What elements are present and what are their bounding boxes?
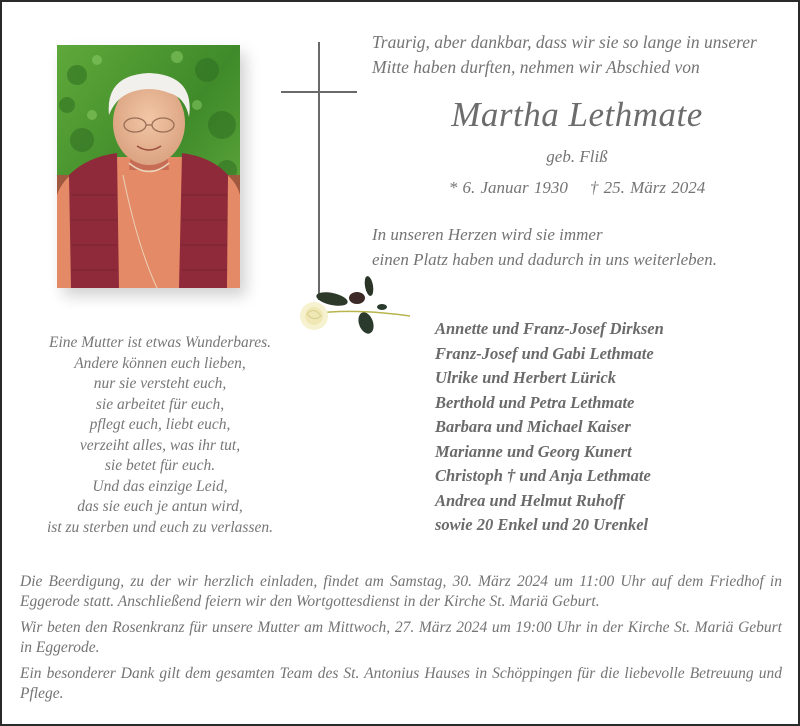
mourner: Franz-Josef und Gabi Lethmate xyxy=(435,343,654,363)
deceased-name: Martha Lethmate xyxy=(451,95,703,134)
rosary-notice: Wir beten den Rosenkranz für unsere Mutter am Mittwoch, 27. März 2024 um 19:00 Uhr in der Kirche St. Mariä Geburt in Eggerode. xyxy=(20,619,782,656)
poem-line: das sie euch je antun wird, xyxy=(77,498,243,515)
mourner: Barbara und Michael Kaiser xyxy=(435,417,631,436)
remembrance-text xyxy=(372,222,792,272)
poem-line: sie arbeitet für euch, xyxy=(95,395,225,413)
cross-icon-bar xyxy=(281,91,357,93)
birth-date: * 6. Januar 1930 xyxy=(448,178,568,197)
mourner: Ulrike und Herbert Lürick xyxy=(435,368,617,387)
poem-line: nur sie versteht euch, xyxy=(93,375,227,392)
death-date: † 25. März 2024 xyxy=(589,178,706,197)
portrait-photo xyxy=(57,45,240,288)
remembrance-line: In unseren Herzen wird sie immer xyxy=(372,225,603,244)
white-rose-icon xyxy=(292,274,412,338)
poem-line: Und das einzige Leid, xyxy=(92,477,228,495)
mourner: Annette und Franz-Josef Dirksen xyxy=(435,319,664,338)
poem-line: ist zu sterben und euch zu verlassen. xyxy=(46,518,273,536)
intro-line: Mitte haben durften, nehmen wir Abschied von xyxy=(372,57,700,77)
portrait-image xyxy=(57,45,240,288)
intro-line: Traurig, aber dankbar, dass wir sie so lange in unserer xyxy=(372,32,757,52)
intro-text xyxy=(372,30,792,80)
thanks-notice: Ein besonderer Dank gilt dem gesamten Team des St. Antonius Hauses in Schöppingen für die liebevolle Betreuung und Pflege. xyxy=(20,665,782,702)
mourner: Berthold und Petra Lethmate xyxy=(435,392,635,412)
poem-line: Eine Mutter ist etwas Wunderbares. xyxy=(48,334,271,351)
maiden-name: geb. Fliß xyxy=(546,147,608,166)
poem-line: pflegt euch, liebt euch, xyxy=(89,416,231,433)
obituary-card xyxy=(2,2,798,724)
cross-icon xyxy=(318,42,320,300)
poem-line: sie betet für euch. xyxy=(104,457,216,474)
mourner: sowie 20 Enkel und 20 Urenkel xyxy=(435,515,649,534)
remembrance-line: einen Platz haben und dadurch in uns weiterleben. xyxy=(372,250,717,269)
poem-line: verzeiht alles, was ihr tut, xyxy=(79,436,241,454)
mourner: Marianne und Georg Kunert xyxy=(435,441,632,461)
funeral-notices xyxy=(20,572,782,710)
life-dates xyxy=(372,178,782,198)
mourner: Andrea und Helmut Ruhoff xyxy=(435,490,625,510)
mourner: Christoph † und Anja Lethmate xyxy=(435,466,651,485)
funeral-notice: Die Beerdigung, zu der wir herzlich einladen, findet am Samstag, 30. März 2024 um 11:00 Uhr auf dem Friedhof in Eggerode statt. Anschließend feiern wir den Wortgottesdienst in der Kirche St. Mariä Geburt. xyxy=(20,573,782,610)
poem xyxy=(12,333,308,538)
mourners-list xyxy=(435,317,775,538)
poem-line: Andere können euch lieben, xyxy=(74,354,246,372)
